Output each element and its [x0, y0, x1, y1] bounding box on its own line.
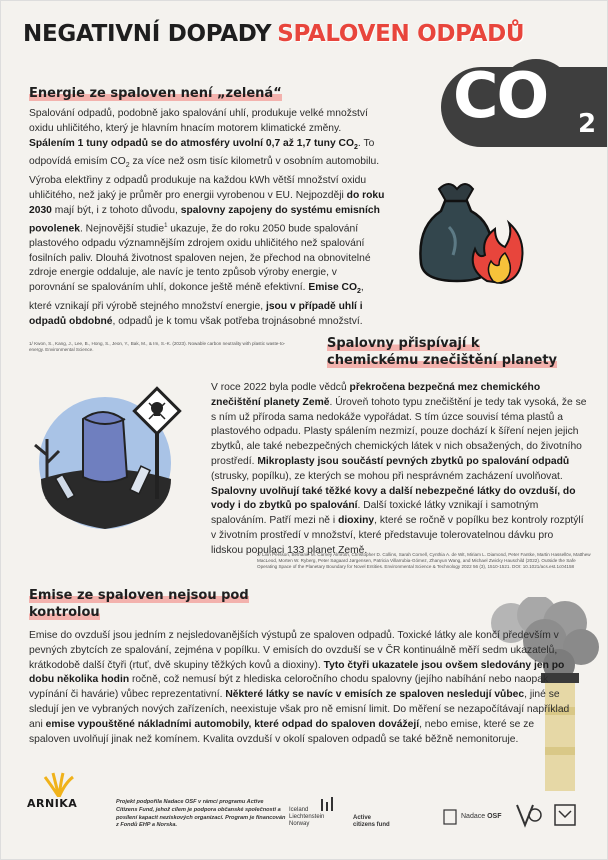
eea-bars-icon: [319, 797, 339, 811]
eea-grants-logo: Iceland Liechtenstein Norway: [289, 807, 325, 827]
trash-bag-fire-icon: [409, 177, 529, 287]
section-2-body: V roce 2022 byla podle vědců překročena bezpečná mez chemického znečištění planety Země. Úroveň tohoto typu znečištění je tedy tak vysoká, že se s ním už příroda sama nedokáže vypořádat. S tím úzce souvisí téma plastů a plastového odpadu. Plasty spálením nezmizí, pouze dochází k šíření nejen jejich zbytků, ale také nebezpečných chemických látek v nich obsažených, do životního prostředí. Mikroplasty jsou součástí pevných zbytků po spalování odpadů (strusky, popílku), ze kterých se mohou při nesprávném zacházení uvolňovat. Spalovny uvolňují také těžké kovy a další nebezpečné látky do ovzduší, do vody i do zbytků po spalování. Další toxické látky vznikají i samotným spalováním. Patří mezi ně i dioxiny, které se ročně v popílku bez kontroly rozptýlí v životním prostředí v množství, které představuje tolerovatelnou dávku pro lidskou populaci 133 planet Země.: [211, 382, 587, 556]
section-3-body: Emise do ovzduší jsou jedním z nejsledovanějších výstupů ze spaloven odpadů. Toxické látky ale končí především v pevných zbytcích ze spalování, zejména v popílku. V emisích do ovzduší se v ČR kontinuálně měří sedm ukazatelů, krátkodobě další čtyři (rtuť, dvě skupiny těžkých kovů a dioxiny). Tyto čtyři ukazatele jsou ovšem sledovány jen po dobu několika hodin ročně, což nemusí být z hlediska celoročního chodu spalovny (jejího nabíhání nebo naopak vypínání či havárie) vůbec reprezentativní. Některé látky se navíc v emisích ze spaloven nesledují vůbec, jiné se sledují jen ve vybraných nových zařízeních, neexistuje však pro ně emisní limit. Do měření se nezapočítávají například ani emise vypouštěné nákladními automobily, které odpad do spaloven dovážejí, nebo emise, které se ze spaloven uvolňují jinak než komínem. Kvalita ovzduší v okolí spaloven odpadů se také běžně nemonitoruje.: [29, 630, 570, 745]
arnika-logo: ARNIKA: [27, 797, 78, 810]
page-title: [23, 21, 524, 47]
co2-label: CO: [453, 59, 548, 132]
co2-subscript: 2: [578, 109, 597, 139]
title-part-1: NEGATIVNÍ DOPADY: [23, 21, 272, 47]
section-1-heading: Energie ze spaloven není „zelená“: [29, 86, 282, 101]
arnika-flower-logo-icon: [41, 771, 77, 797]
section-2-heading: Spalovny přispívají k chemickému znečištění planety: [327, 336, 558, 368]
partner-logo-icon: [443, 809, 457, 825]
section-1-footnote: 1/ Kwon, S., Kang, J., Lee, B., Hong, S., Jeon, Y., Bak, M., & Im, S.-K. (2023). Nowable carbon neutrality with plastic waste-to-energy. Environmental Science.: [29, 341, 286, 352]
section-1-body: Spalování odpadů, podobně jako spalování uhlí, produkuje velké množství oxidu uhličitého, který je hlavním hnacím motorem klimatické změny. Spálením 1 tuny odpadů se do atmosféry uvolní 0,7 až 1,7 tuny $CO_2$. To odpovídá emisím $CO_2$ za více než osm tisíc kilometrů v osobním automobilu. Výroba elektřiny z odpadů produkuje na každou kWh větší množství oxidu uhličitého, než jaký je průměr pro energii vyrobenou v EU. Nejpozději do roku 2030 mají být, i z tohoto důvodu, spalovny zapojeny do systému emisních povolenek. Nejnovější studie$^1$ ukazuje, že do roku 2050 bude spalování plastového odpadu významnějším zdrojem oxidu uhličitého než spalování fosilních paliv. Dlouhá životnost spaloven nejen, že přechod na obnovitelné zdroje energie oddaluje, ale navíc je tento způsob výroby energie, v porovnání se spalováním uhlí, dokonce ještě méně efektivní. Emise $CO_2$, které vznikají při výrobě stejného množství energie, jsou v případě uhlí i odpadů obdobné, odpadů je k tomu však potřeba trojnásobné množství.: [29, 108, 385, 327]
section-2-footnote: 2/ Linn Persson, Bethanie M. Carney Almroth, Christopher D. Collins, Sarah Cornell, Cynthia A. de Wit, Miriam L. Diamond, Peter Fantke, Martin Hassellöv, Matthew MacLeod, Morten W. Ryberg, Peter Søgaard Jørgensen, Patricia Villarrubia-Gómez, Zhanyun Wang, and Michael Zwicky Hauschild (2022). Outside the Safe Operating Space of the Planetary Boundary for Novel Entities. Environmental Science & Technology 2022 56 (3), 1510-1521. DOI: 10.1021/acs.est.1c04158: [257, 552, 591, 569]
section-3-heading: Emise ze spaloven nejsou pod kontrolou: [29, 588, 249, 620]
polluted-lake-illustration-icon: [23, 379, 203, 529]
title-part-2: SPALOVEN ODPADŮ: [277, 21, 525, 47]
vdv-logo-icon: [513, 801, 543, 829]
active-citizens-fund-logo: Active citizens fund: [353, 815, 390, 828]
nadace-osf-logo: Nadace OSF: [461, 813, 502, 820]
sponsor-text: Projekt podpořila Nadace OSF v rámci programu Active Citizens Fund, jehož cílem je podpora občanské společnosti a posílení kapacit neziskových organizací. Program je financován z Fondů EHP a Norska.: [116, 799, 286, 829]
volunteer-logo-icon: [553, 803, 577, 829]
